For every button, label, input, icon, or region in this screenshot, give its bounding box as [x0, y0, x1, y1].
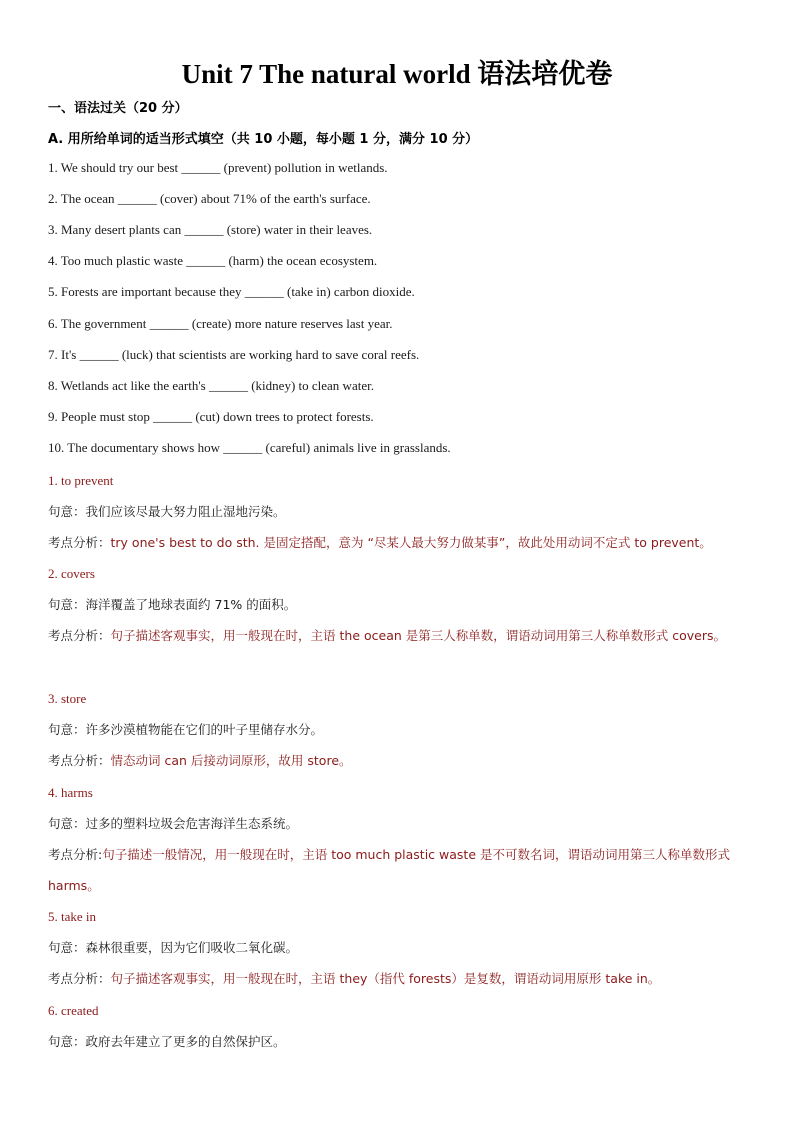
answer-3-meaning: 句意：许多沙漠植物能在它们的叶子里储存水分。 [48, 722, 324, 737]
answer-1-number: 1. to prevent [48, 473, 114, 488]
answer-5-number: 5. take in [48, 909, 97, 924]
question-3: 3. Many desert plants can ______ (store) water in their leaves. [48, 222, 373, 237]
answer-2-meaning: 句意：海洋覆盖了地球表面约 71% 的面积。 [48, 597, 297, 612]
question-5: 5. Forests are important because they ______ (take in) carbon dioxide. [48, 284, 415, 299]
answer-1-meaning: 句意：我们应该尽最大努力阻止湿地污染。 [48, 504, 286, 519]
question-10: 10. The documentary shows how ______ (careful) animals live in grasslands. [48, 440, 451, 455]
answer-5-analysis: 考点分析：句子描述客观事实，用一般现在时，主语 they（指代 forests）是复数，谓语动词用原形 take in。 [48, 971, 661, 986]
answer-4-meaning: 句意：过多的塑料垃圾会危害海洋生态系统。 [48, 816, 299, 831]
section-heading: 一、语法过关（20 分） [48, 101, 188, 116]
answer-6-meaning: 句意：政府去年建立了更多的自然保护区。 [48, 1034, 286, 1049]
question-8: 8. Wetlands act like the earth's ______ (kidney) to clean water. [48, 378, 374, 393]
answer-1-analysis: 考点分析：try one's best to do sth. 是固定搭配，意为 “尽某人最大努力做某事”，故此处用动词不定式 to prevent。 [48, 535, 712, 550]
answer-3-analysis: 考点分析：情态动词 can 后接动词原形，故用 store。 [48, 753, 352, 768]
question-9: 9. People must stop ______ (cut) down trees to protect forests. [48, 409, 374, 424]
question-7: 7. It's ______ (luck) that scientists are working hard to save coral reefs. [48, 347, 420, 362]
answer-3-number: 3. store [48, 691, 87, 706]
question-4: 4. Too much plastic waste ______ (harm) the ocean ecosystem. [48, 253, 378, 268]
question-1: 1. We should try our best ______ (prevent) pollution in wetlands. [48, 160, 388, 175]
answer-2-analysis: 考点分析：句子描述客观事实，用一般现在时，主语 the ocean 是第三人称单数，谓语动词用第三人称单数形式 covers。 [48, 628, 726, 643]
question-6: 6. The government ______ (create) more nature reserves last year. [48, 316, 393, 331]
page-title: Unit 7 The natural world 语法培优卷 [181, 59, 613, 89]
answer-4-number: 4. harms [48, 785, 93, 800]
answer-4-analysis: 考点分析:句子描述一般情况，用一般现在时，主语 too much plastic waste 是不可数名词，谓语动词用第三人称单数形式 harms。 [48, 847, 730, 893]
question-2: 2. The ocean ______ (cover) about 71% of the earth's surface. [48, 191, 371, 206]
instruction-text: A. 用所给单词的适当形式填空（共 10 小题，每小题 1 分，满分 10 分） [48, 132, 479, 147]
answer-2-number: 2. covers [48, 566, 95, 581]
answer-5-meaning: 句意：森林很重要，因为它们吸收二氧化碳。 [48, 940, 299, 955]
answer-6-number: 6. created [48, 1003, 99, 1018]
